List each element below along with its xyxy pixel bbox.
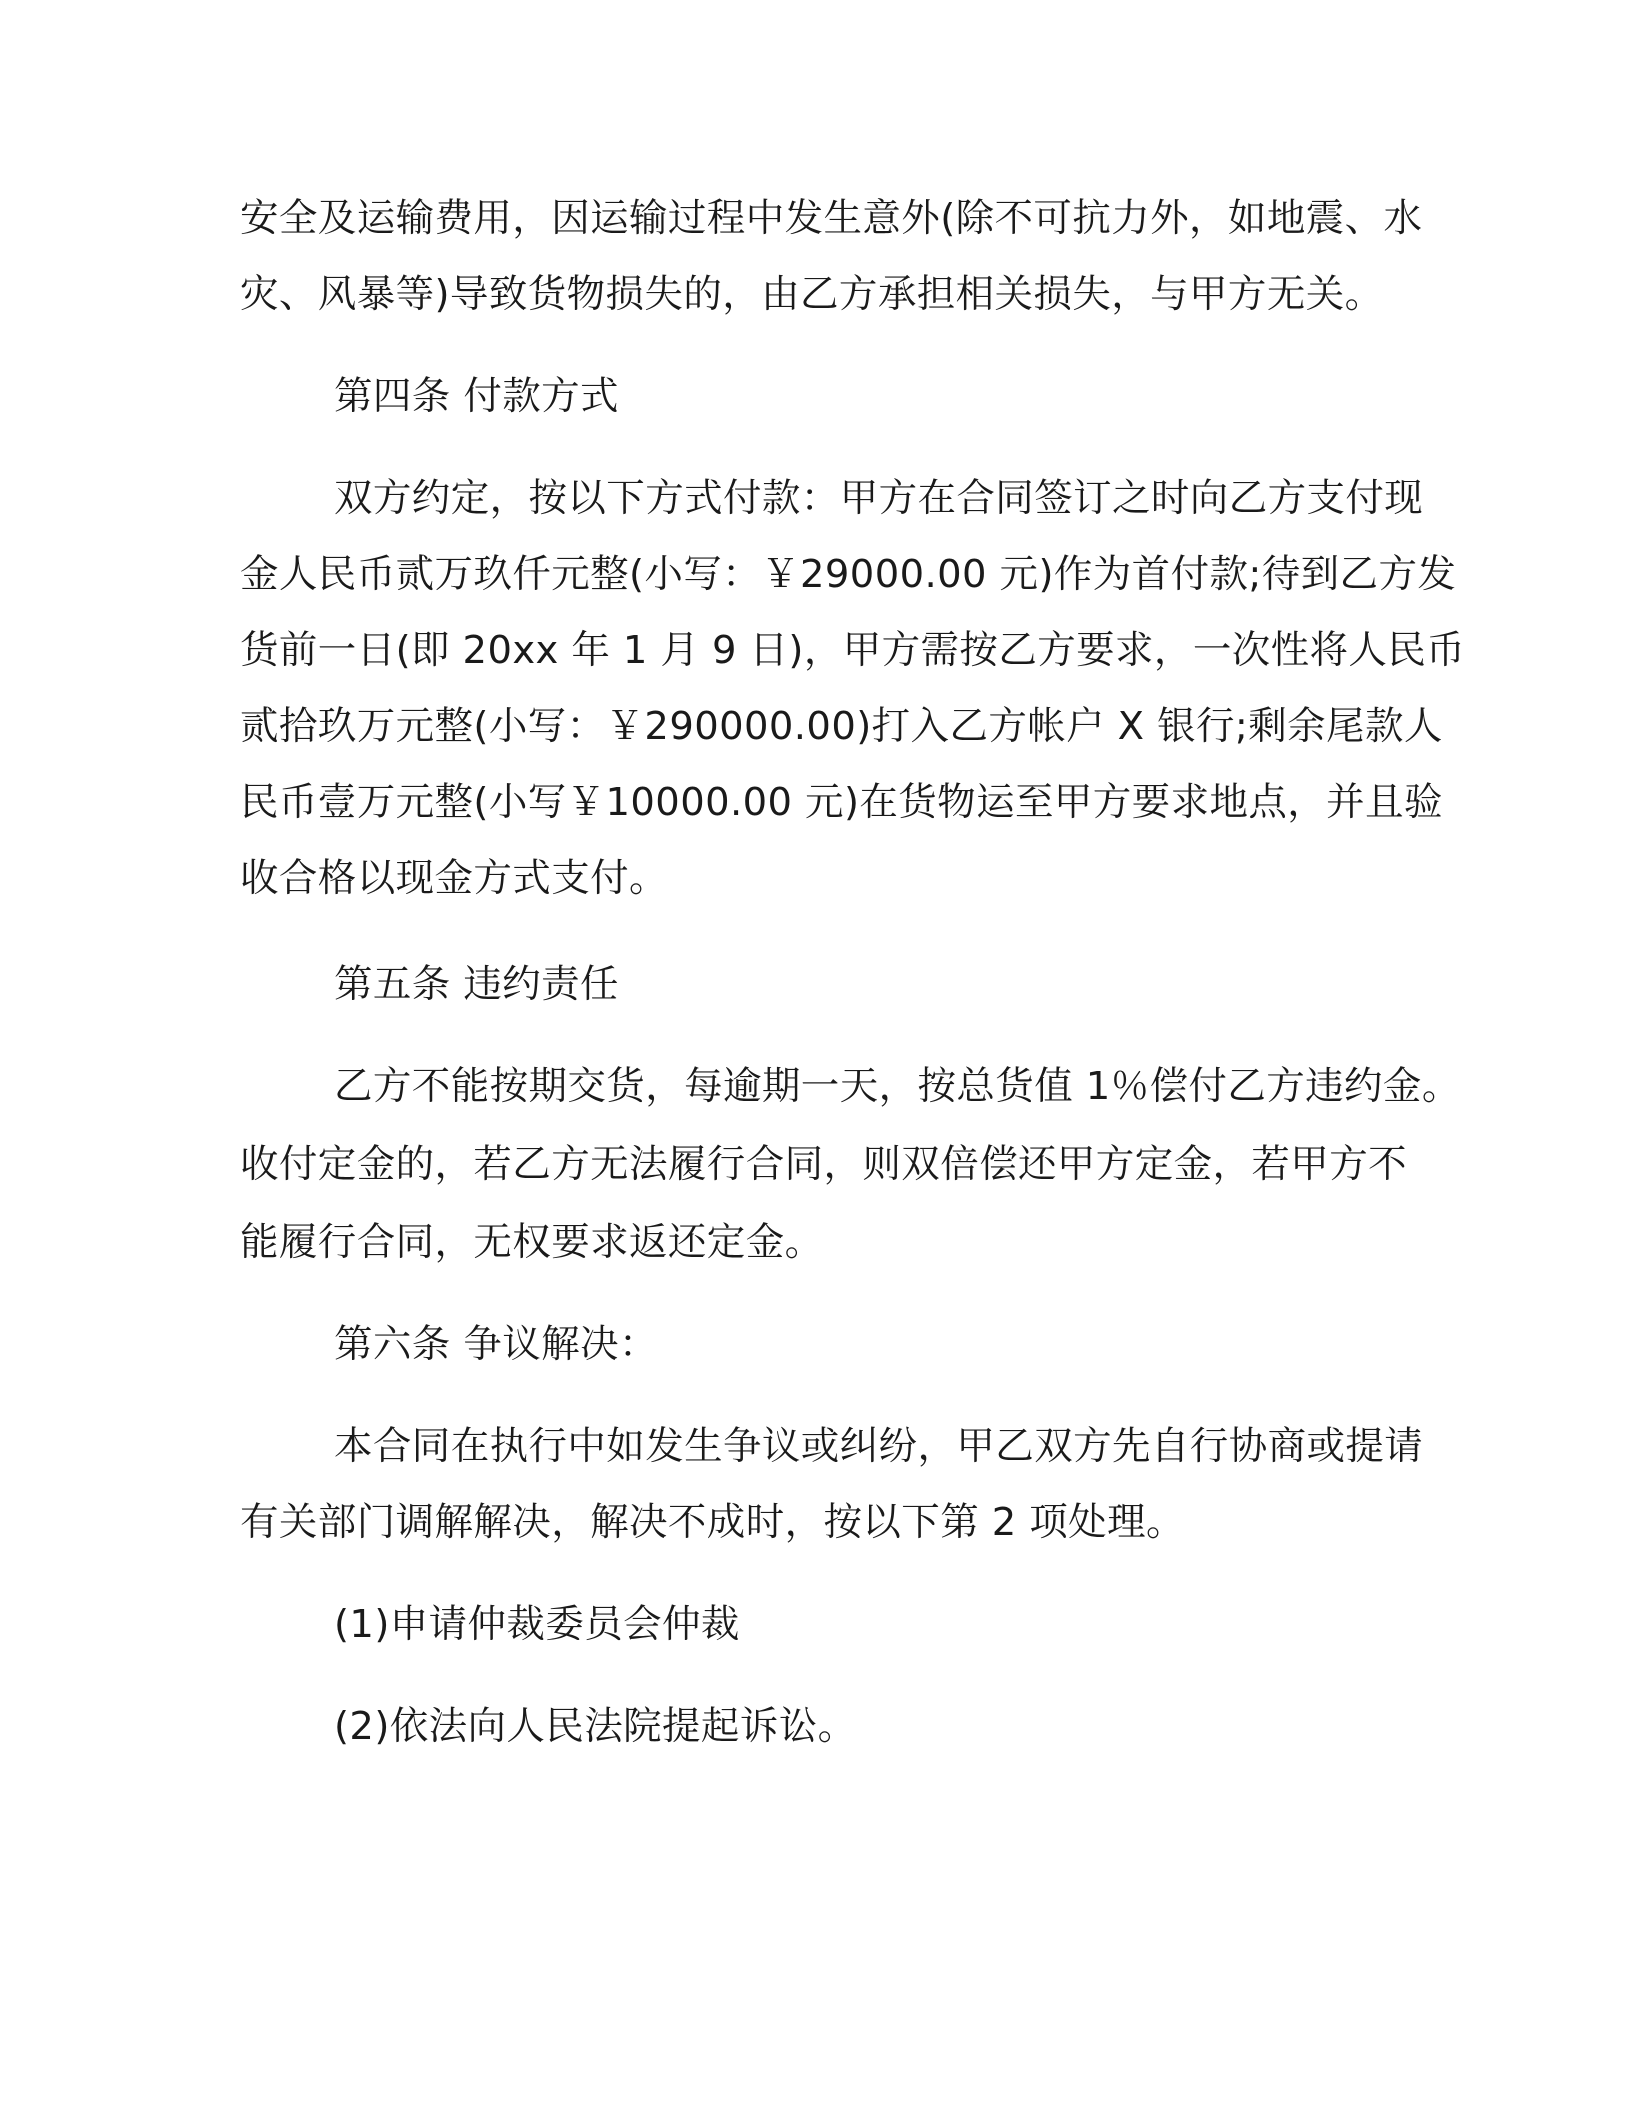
body-line: 本合同在执行中如发生争议或纠纷，甲乙双方先自行协商或提请 bbox=[334, 1424, 1424, 1469]
body-line: 安全及运输费用，因运输过程中发生意外(除不可抗力外，如地震、水 bbox=[240, 196, 1423, 241]
body-line: 灾、风暴等)导致货物损失的，由乙方承担相关损失，与甲方无关。 bbox=[240, 272, 1384, 317]
body-line: 双方约定，按以下方式付款：甲方在合同签订之时向乙方支付现 bbox=[334, 476, 1424, 521]
list-item: (2)依法向人民法院提起诉讼。 bbox=[334, 1704, 857, 1749]
body-line: 贰拾玖万元整(小写：￥290000.00)打入乙方帐户 X 银行;剩余尾款人 bbox=[240, 704, 1443, 749]
body-line: 金人民币贰万玖仟元整(小写：￥29000.00 元)作为首付款;待到乙方发 bbox=[240, 552, 1457, 597]
body-line: 有关部门调解解决，解决不成时，按以下第 2 项处理。 bbox=[240, 1500, 1185, 1545]
list-item: (1)申请仲裁委员会仲裁 bbox=[334, 1602, 740, 1647]
section-heading-6: 第六条 争议解决： bbox=[334, 1322, 658, 1367]
body-line: 货前一日(即 20xx 年 1 月 9 日)，甲方需按乙方要求，一次性将人民币 bbox=[240, 628, 1466, 673]
section-heading-4: 第四条 付款方式 bbox=[334, 374, 619, 419]
section-heading-5: 第五条 违约责任 bbox=[334, 962, 619, 1007]
body-line: 能履行合同，无权要求返还定金。 bbox=[240, 1220, 824, 1265]
body-line: 乙方不能按期交货，每逾期一天，按总货值 1％偿付乙方违约金。 bbox=[334, 1064, 1461, 1109]
body-line: 民币壹万元整(小写￥10000.00 元)在货物运至甲方要求地点，并且验 bbox=[240, 780, 1443, 825]
body-line: 收合格以现金方式支付。 bbox=[240, 856, 668, 901]
body-line: 收付定金的，若乙方无法履行合同，则双倍偿还甲方定金，若甲方不 bbox=[240, 1142, 1408, 1187]
